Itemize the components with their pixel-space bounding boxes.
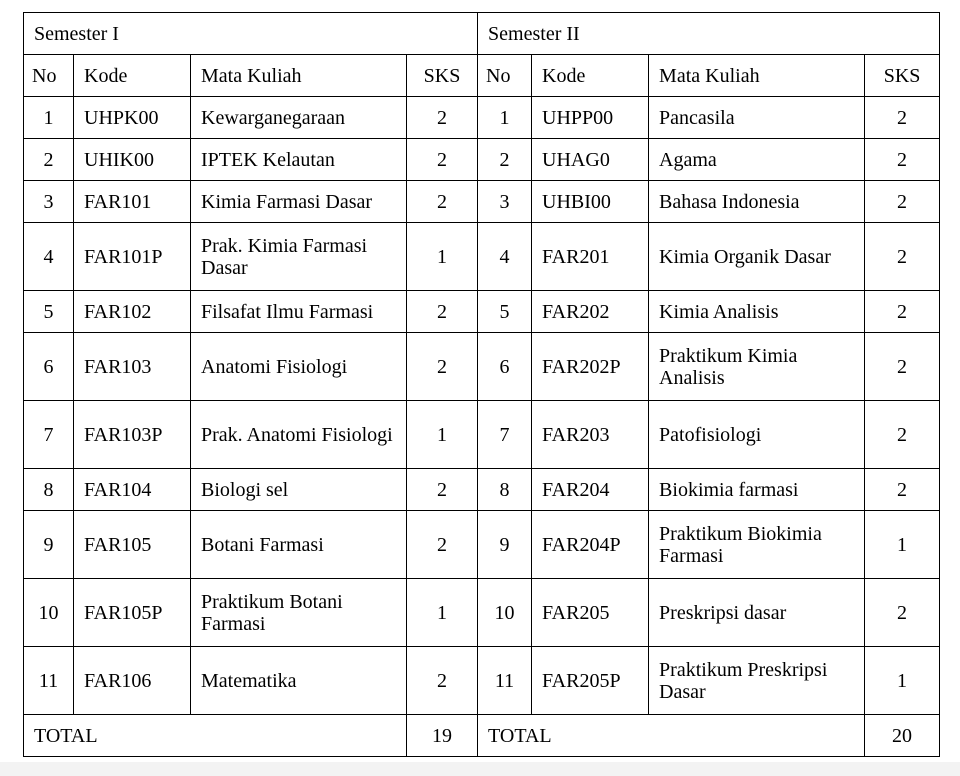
- semester-1-cell-kode: FAR101P: [74, 223, 191, 291]
- semester-2-title: Semester II: [478, 13, 940, 55]
- semester-2-cell-sks: 1: [865, 511, 940, 579]
- semester-1-cell-sks: 1: [407, 223, 478, 291]
- semester-2-cell-no: 4: [478, 223, 532, 291]
- semester-2-cell-kode: FAR205P: [532, 647, 649, 715]
- semester-2-cell-kode: FAR203: [532, 401, 649, 469]
- semester-2-cell-sks: 2: [865, 469, 940, 511]
- semester-2-cell-sks: 2: [865, 291, 940, 333]
- semester-1-cell-no: 10: [24, 579, 74, 647]
- semester-2-cell-sks: 2: [865, 181, 940, 223]
- semester-1-cell-kode: FAR103: [74, 333, 191, 401]
- table-row: [24, 181, 940, 223]
- semester-1-cell-kode: FAR104: [74, 469, 191, 511]
- header-kode: Kode: [532, 55, 649, 97]
- semester-1-cell-mata-kuliah: Kewarganegaraan: [191, 97, 407, 139]
- semester-1-cell-kode: UHPK00: [74, 97, 191, 139]
- total-row: [24, 715, 940, 757]
- semester-1-cell-no: 5: [24, 291, 74, 333]
- semester-2-cell-kode: FAR202P: [532, 333, 649, 401]
- semester-2-cell-sks: 2: [865, 223, 940, 291]
- semester-1-cell-mata-kuliah: Prak. Anatomi Fisiologi: [191, 401, 407, 469]
- semester-2-cell-no: 9: [478, 511, 532, 579]
- semester-2-cell-kode: UHPP00: [532, 97, 649, 139]
- semester-2-cell-kode: FAR202: [532, 291, 649, 333]
- semester-2-cell-mata-kuliah: Kimia Analisis: [649, 291, 865, 333]
- semester-2-cell-sks: 2: [865, 579, 940, 647]
- semester-1-cell-no: 2: [24, 139, 74, 181]
- semester-2-cell-kode: FAR201: [532, 223, 649, 291]
- semester-1-cell-kode: FAR101: [74, 181, 191, 223]
- semester-1-total-label: TOTAL: [24, 715, 407, 757]
- table-row: [24, 223, 940, 291]
- semester-2-cell-no: 7: [478, 401, 532, 469]
- semester-2-cell-no: 5: [478, 291, 532, 333]
- semester-1-cell-mata-kuliah: Botani Farmasi: [191, 511, 407, 579]
- table-row: [24, 139, 940, 181]
- course-rows: [24, 97, 940, 715]
- semester-1-total-sks: 19: [407, 715, 478, 757]
- semester-1-cell-mata-kuliah: Anatomi Fisiologi: [191, 333, 407, 401]
- semester-2-total-sks: 20: [865, 715, 940, 757]
- semester-1-cell-sks: 2: [407, 181, 478, 223]
- semester-2-cell-sks: 2: [865, 97, 940, 139]
- semester-1-cell-mata-kuliah: Prak. Kimia Farmasi Dasar: [191, 223, 407, 291]
- semester-1-cell-sks: 2: [407, 511, 478, 579]
- semester-2-cell-no: 3: [478, 181, 532, 223]
- semester-2-cell-kode: FAR204P: [532, 511, 649, 579]
- semester-1-cell-kode: UHIK00: [74, 139, 191, 181]
- semester-2-cell-mata-kuliah: Praktikum Preskripsi Dasar: [649, 647, 865, 715]
- table-row: [24, 579, 940, 647]
- semester-1-cell-sks: 2: [407, 139, 478, 181]
- semester-1-cell-mata-kuliah: Kimia Farmasi Dasar: [191, 181, 407, 223]
- header-sks: SKS: [407, 55, 478, 97]
- semester-1-cell-kode: FAR105: [74, 511, 191, 579]
- semester-1-cell-no: 6: [24, 333, 74, 401]
- semester-2-cell-kode: UHAG0: [532, 139, 649, 181]
- semester-1-cell-no: 1: [24, 97, 74, 139]
- semester-1-cell-sks: 1: [407, 401, 478, 469]
- header-mata-kuliah: Mata Kuliah: [191, 55, 407, 97]
- semester-2-cell-kode: UHBI00: [532, 181, 649, 223]
- semester-1-cell-sks: 2: [407, 647, 478, 715]
- semester-2-cell-no: 10: [478, 579, 532, 647]
- semester-2-cell-mata-kuliah: Pancasila: [649, 97, 865, 139]
- header-sks: SKS: [865, 55, 940, 97]
- header-no: No: [478, 55, 532, 97]
- semester-1-cell-mata-kuliah: Matematika: [191, 647, 407, 715]
- semester-1-cell-no: 9: [24, 511, 74, 579]
- semester-1-cell-mata-kuliah: Filsafat Ilmu Farmasi: [191, 291, 407, 333]
- semester-2-cell-mata-kuliah: Patofisiologi: [649, 401, 865, 469]
- semester-2-cell-kode: FAR204: [532, 469, 649, 511]
- semester-1-cell-mata-kuliah: Praktikum Botani Farmasi: [191, 579, 407, 647]
- semester-2-cell-mata-kuliah: Praktikum Biokimia Farmasi: [649, 511, 865, 579]
- semester-2-cell-no: 8: [478, 469, 532, 511]
- semester-1-cell-kode: FAR106: [74, 647, 191, 715]
- semester-1-cell-sks: 2: [407, 97, 478, 139]
- semester-2-cell-kode: FAR205: [532, 579, 649, 647]
- semester-2-cell-mata-kuliah: Bahasa Indonesia: [649, 181, 865, 223]
- semester-2-cell-no: 11: [478, 647, 532, 715]
- semester-1-title: Semester I: [24, 13, 478, 55]
- semester-title-row: [24, 13, 940, 55]
- semester-2-cell-no: 1: [478, 97, 532, 139]
- semester-2-cell-sks: 2: [865, 139, 940, 181]
- semester-1-cell-sks: 2: [407, 333, 478, 401]
- header-mata-kuliah: Mata Kuliah: [649, 55, 865, 97]
- table-row: [24, 97, 940, 139]
- semester-1-cell-sks: 2: [407, 291, 478, 333]
- semester-2-cell-mata-kuliah: Preskripsi dasar: [649, 579, 865, 647]
- semester-1-cell-sks: 1: [407, 579, 478, 647]
- header-no: No: [24, 55, 74, 97]
- column-header-row: [24, 55, 940, 97]
- header-kode: Kode: [74, 55, 191, 97]
- semester-2-cell-sks: 2: [865, 401, 940, 469]
- table-row: [24, 647, 940, 715]
- semester-1-cell-sks: 2: [407, 469, 478, 511]
- semester-2-total-label: TOTAL: [478, 715, 865, 757]
- semester-2-cell-mata-kuliah: Kimia Organik Dasar: [649, 223, 865, 291]
- semester-2-cell-sks: 2: [865, 333, 940, 401]
- semester-2-cell-mata-kuliah: Biokimia farmasi: [649, 469, 865, 511]
- semester-1-cell-no: 7: [24, 401, 74, 469]
- semester-2-cell-mata-kuliah: Agama: [649, 139, 865, 181]
- curriculum-table: [23, 12, 940, 757]
- semester-2-cell-mata-kuliah: Praktikum Kimia Analisis: [649, 333, 865, 401]
- semester-1-cell-kode: FAR102: [74, 291, 191, 333]
- semester-1-cell-no: 4: [24, 223, 74, 291]
- semester-2-cell-no: 6: [478, 333, 532, 401]
- table-row: [24, 333, 940, 401]
- semester-1-cell-no: 8: [24, 469, 74, 511]
- semester-1-cell-no: 11: [24, 647, 74, 715]
- table-row: [24, 401, 940, 469]
- semester-1-cell-mata-kuliah: IPTEK Kelautan: [191, 139, 407, 181]
- table-row: [24, 511, 940, 579]
- table-row: [24, 469, 940, 511]
- semester-2-cell-no: 2: [478, 139, 532, 181]
- semester-1-cell-mata-kuliah: Biologi sel: [191, 469, 407, 511]
- semester-1-cell-kode: FAR105P: [74, 579, 191, 647]
- semester-1-cell-no: 3: [24, 181, 74, 223]
- semester-2-cell-sks: 1: [865, 647, 940, 715]
- table-row: [24, 291, 940, 333]
- semester-1-cell-kode: FAR103P: [74, 401, 191, 469]
